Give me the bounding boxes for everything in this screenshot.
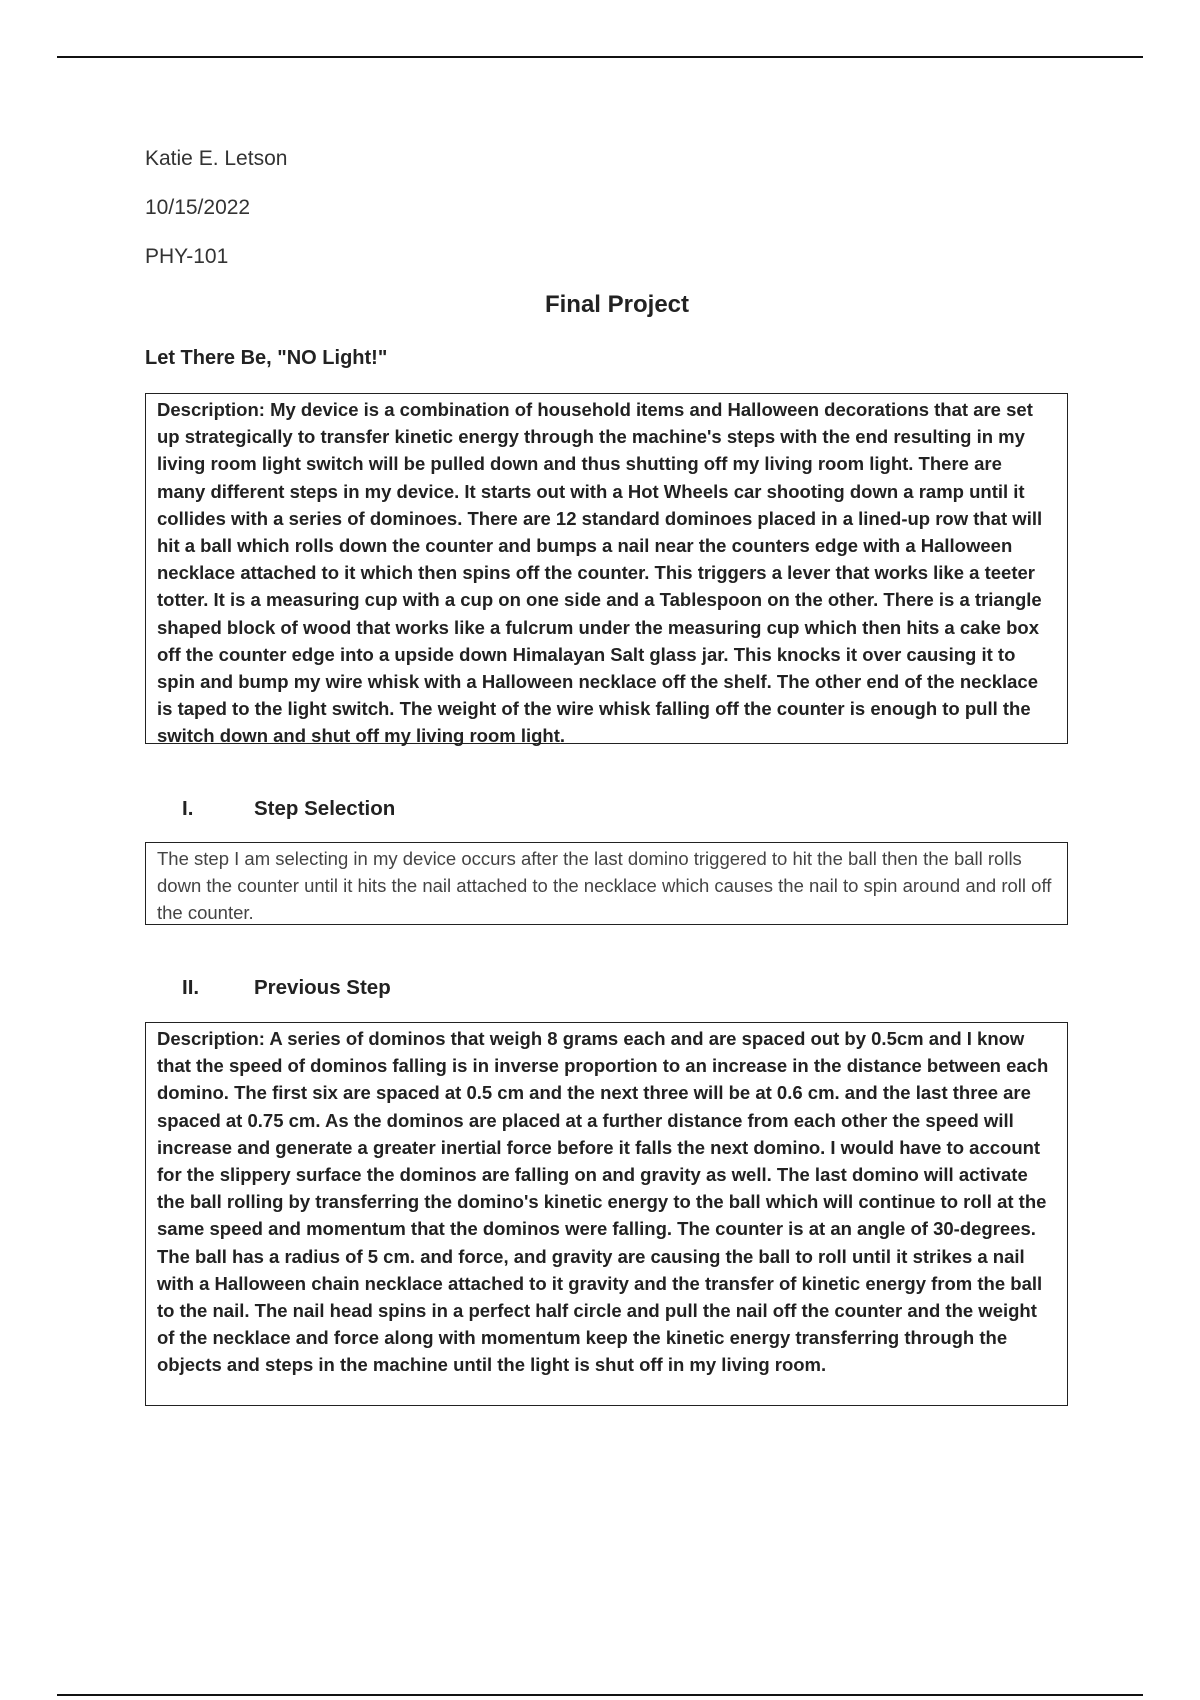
- date: 10/15/2022: [145, 196, 251, 219]
- course-code: PHY-101: [145, 245, 229, 268]
- section-heading-step-selection: [182, 796, 395, 822]
- section-number: I.: [182, 797, 194, 820]
- section-title: Step Selection: [254, 797, 396, 820]
- top-rule: [57, 56, 1143, 58]
- previous-step-box: Description: A series of dominos that weigh 8 grams each and are spaced out by 0.5cm and I know that the speed of dominos falling is in inverse proportion to an increase in the distance between each domino. The first six are spaced at 0.5 cm and the next three will be at 0.6 cm. and the last three are spaced at 0.75 cm. As the dominos are placed at a further distance from each other the speed will increase and generate a greater inertial force before it falls the next domino. I would have to account for the slippery surface the dominos are falling on and gravity as well. The last domino will activate the ball rolling by transferring the domino's kinetic energy to the ball which will continue to roll at the same speed and momentum that the dominos were falling. The counter is at an angle of 30-degrees. The ball has a radius of 5 cm. and force, and gravity are causing the ball to roll until it strikes a nail with a Halloween chain necklace attached to it gravity and the transfer of kinetic energy from the ball to the nail. The nail head spins in a perfect half circle and pull the nail off the counter and the weight of the necklace and force along with momentum keep the kinetic energy transferring through the objects and steps in the machine until the light is shut off in my living room.: [145, 1022, 1068, 1406]
- section-number: II.: [182, 976, 200, 999]
- step-selection-box: The step I am selecting in my device occurs after the last domino triggered to hit the ball then the ball rolls down the counter until it hits the nail attached to the necklace which causes the nail to spin around and roll off the counter.: [145, 842, 1068, 925]
- page-title: Final Project: [544, 291, 690, 318]
- section-heading-previous-step: [182, 975, 391, 1001]
- author-name: Katie E. Letson: [145, 147, 288, 170]
- bottom-rule: [57, 1694, 1143, 1696]
- section-title: Previous Step: [254, 976, 391, 999]
- description-box: Description: My device is a combination of household items and Halloween decorations that are set up strategically to transfer kinetic energy through the machine's steps with the end resulting in my living room light switch will be pulled down and thus shutting off my living room light. There are many different steps in my device. It starts out with a Hot Wheels car shooting down a ramp until it collides with a series of dominoes. There are 12 standard dominoes placed in a lined-up row that will hit a ball which rolls down the counter and bumps a nail near the counters edge with a Halloween necklace attached to it which then spins off the counter. This triggers a lever that works like a teeter totter. It is a measuring cup with a cup on one side and a Tablespoon on the other. There is a triangle shaped block of wood that works like a fulcrum under the measuring cup which then hits a cake box off the counter edge into a upside down Himalayan Salt glass jar. This knocks it over causing it to spin and bump my wire whisk with a Halloween necklace off the shelf. The other end of the necklace is taped to the light switch. The weight of the wire whisk falling off the counter is enough to pull the switch down and shut off my living room light.: [145, 393, 1068, 744]
- project-subtitle: Let There Be, "NO Light!": [145, 347, 388, 369]
